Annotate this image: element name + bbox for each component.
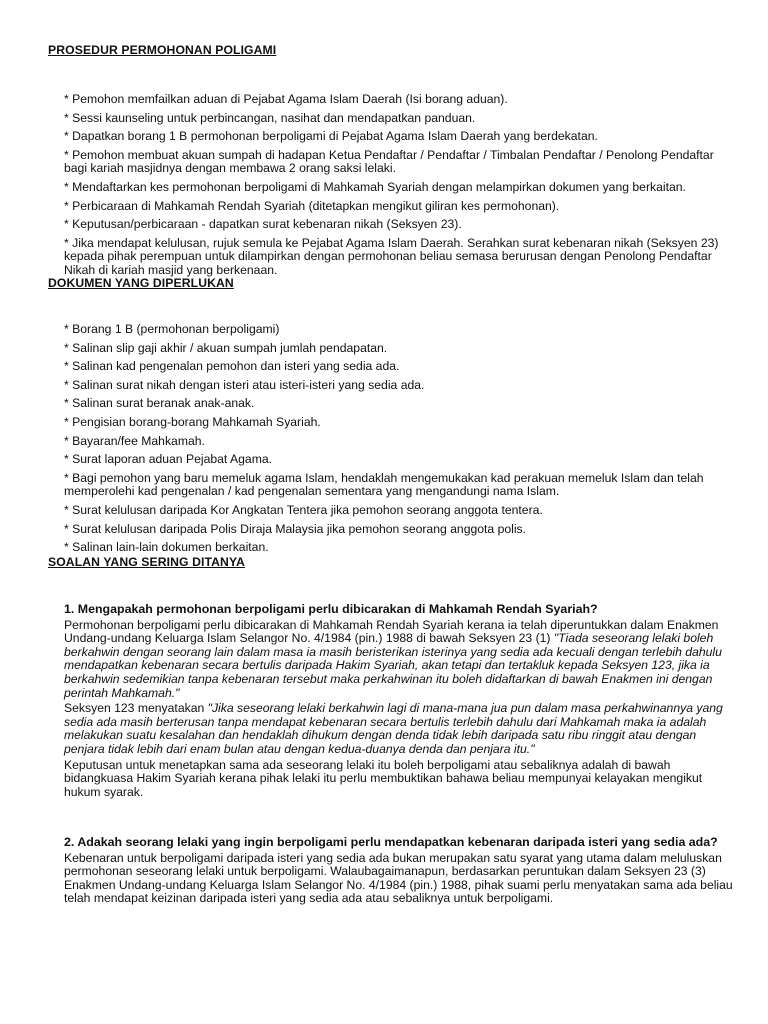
prosedur-item: * Pemohon memfailkan aduan di Pejabat Agama Islam Daerah (Isi borang aduan). [64, 92, 508, 106]
dokumen-item: * Bagi pemohon yang baru memeluk agama Islam, hendaklah mengemukakan kad perakuan memeluk Islam dan telah memperolehi kad pengenalan / kad pengenalan sementara yang mengandungi nama Islam. [64, 470, 704, 499]
answer-quote: "Jika seseorang lelaki berkahwin lagi di mana-mana jua pun dalam masa perkahwinannya yang sedia ada masih berterusan tanpa mendapat kebenaran secara bertulis terlebih dahulu dari Mahkamah maka ia adalah melakukan suatu kesalahan dan hendaklah dihukum dengan denda tidak lebih daripada satu ribu ringgit atau dengan penjara tidak lebih dari enam bulan atau dengan kedua-duanya denda dan penjara itu." [64, 701, 723, 756]
prosedur-list [64, 93, 724, 278]
dokumen-item: * Salinan surat nikah dengan isteri atau isteri-isteri yang sedia ada. [64, 377, 425, 392]
dokumen-list [64, 323, 724, 555]
dokumen-item: * Surat kelulusan daripada Polis Diraja Malaysia jika pemohon seorang anggota polis. [64, 521, 527, 536]
dokumen-item: * Surat laporan aduan Pejabat Agama. [64, 452, 273, 467]
faq-answer-paragraph: Keputusan untuk menetapkan sama ada seseorang lelaki itu boleh berpoligami atau sebaliknya adalah di bawah bidangkuasa Hakim Syariah kerana pihak lelaki itu perlu membuktikan bahawa beliau mempunyai kelayakan mengikut hukum syarak. [64, 757, 703, 799]
dokumen-item: * Pengisian borang-borang Mahkamah Syariah. [64, 414, 321, 429]
faq-answer-paragraph: Kebenaran untuk berpoligami daripada isteri yang sedia ada bukan merupakan satu syarat yang utama dalam meluluskan permohonan seseorang lelaki untuk berpoligami. Walaubagaimanapun, berdasarkan peruntukan dalam Seksyen 23 (3) Enakmen Undang-undang Keluarga Islam Selangor No. 4/1984 (pin.) 1988, pihak suami perlu menyatakan sama ada beliau telah mendapat keizinan daripada isteri yang sedia ada atau sebaliknya untuk berpoligami. [64, 850, 733, 906]
heading-dokumen: DOKUMEN YANG DIPERLUKAN [48, 276, 234, 290]
answer-quote: "Tiada seseorang lelaki boleh berkahwin dengan seorang lain dalam masa ia masih beristerikan isterinya yang sedia ada kecuali dengan terlebih dahulu mendapatkan kebenaran secara bertulis daripada Hakim Syariah, akan tetapi dan tertakluk kepada Seksyen 123, jika ia berkahwin sedemikian tanpa kebenaran tersebut maka perkahwinan itu boleh didaftarkan di bawah Enakmen ini dengan perintah Mahkamah." [64, 631, 722, 700]
prosedur-item: * Keputusan/perbicaraan - dapatkan surat kebenaran nikah (Seksyen 23). [64, 217, 462, 232]
faq-question: 2. Adakah seorang lelaki yang ingin berpoligami perlu mendapatkan kebenaran daripada isteri yang sedia ada? [64, 835, 718, 849]
dokumen-item: * Salinan surat beranak anak-anak. [64, 396, 255, 411]
dokumen-item: * Bayaran/fee Mahkamah. [64, 433, 205, 448]
answer-text: Permohonan berpoligami perlu dibicarakan di Mahkamah Rendah Syariah kerana ia telah diperuntukkan dalam Enakmen Undang-undang Keluarga Islam Selangor No. 4/1984 (pin.) 1988 di bawah Seksyen 23 (1) [64, 617, 719, 646]
dokumen-item: * Surat kelulusan daripada Kor Angkatan Tentera jika pemohon seorang anggota tentera. [64, 502, 543, 517]
faq-q1 [64, 603, 736, 801]
faq-answer-paragraph [64, 702, 736, 756]
heading-prosedur: PROSEDUR PERMOHONAN POLIGAMI [48, 43, 277, 57]
dokumen-item: * Salinan lain-lain dokumen berkaitan. [64, 540, 269, 555]
prosedur-item: * Pemohon membuat akuan sumpah di hadapan Ketua Pendaftar / Pendaftar / Timbalan Pendaftar / Penolong Pendaftar bagi kariah masjidnya dengan membawa 2 orang saksi lelaki. [64, 147, 714, 176]
prosedur-item: * Mendaftarkan kes permohonan berpoligami di Mahkamah Syariah dengan melampirkan dokumen yang berkaitan. [64, 179, 686, 194]
heading-soalan: SOALAN YANG SERING DITANYA [48, 555, 245, 569]
dokumen-item: * Salinan kad pengenalan pemohon dan isteri yang sedia ada. [64, 359, 400, 374]
prosedur-item: * Sessi kaunseling untuk perbincangan, nasihat dan mendapatkan panduan. [64, 110, 476, 125]
dokumen-item: * Salinan slip gaji akhir / akuan sumpah jumlah pendapatan. [64, 340, 388, 355]
faq-q2 [64, 836, 736, 908]
dokumen-item: * Borang 1 B (permohonan berpoligami) [64, 322, 280, 336]
faq-question: 1. Mengapakah permohonan berpoligami perlu dibicarakan di Mahkamah Rendah Syariah? [64, 602, 598, 616]
answer-text: Seksyen 123 menyatakan [64, 701, 208, 716]
faq-answer-paragraph [64, 619, 736, 701]
prosedur-item: * Jika mendapat kelulusan, rujuk semula ke Pejabat Agama Islam Daerah. Serahkan surat kebenaran nikah (Seksyen 23) kepada pihak perempuan untuk dilampirkan dengan permohonan beliau semasa berurusan dengan Penolong Pendaftar Nikah di kariah masjid yang berkenaan. [64, 235, 719, 277]
prosedur-item: * Perbicaraan di Mahkamah Rendah Syariah (ditetapkan mengikut giliran kes permohonan). [64, 198, 560, 213]
prosedur-item: * Dapatkan borang 1 B permohonan berpoligami di Pejabat Agama Islam Daerah yang berdekatan. [64, 129, 598, 144]
